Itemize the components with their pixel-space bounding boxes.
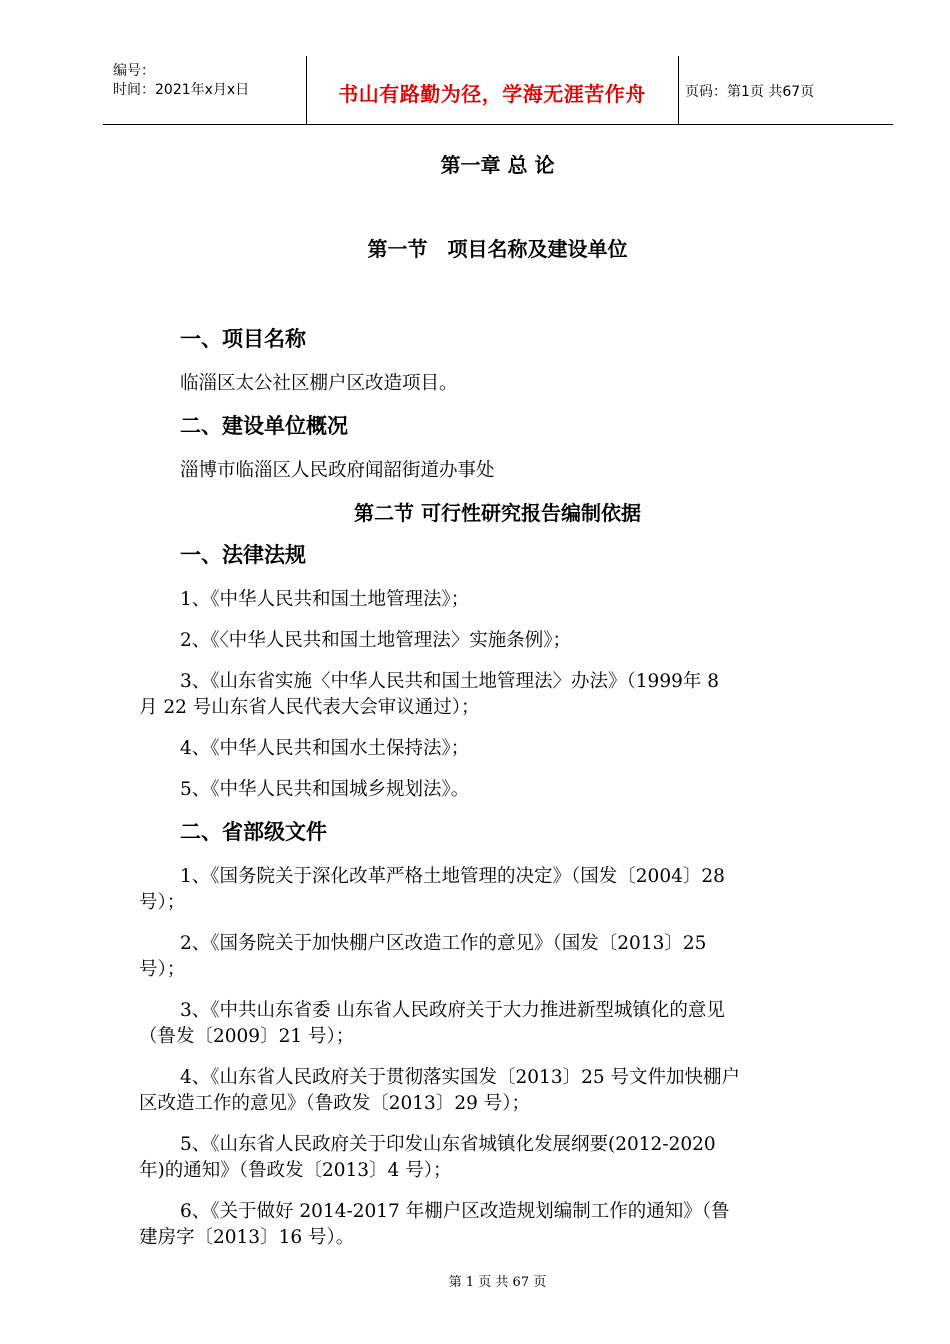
header-meta xyxy=(113,62,249,100)
heading-laws: 一、法律法规 xyxy=(180,543,306,567)
law-item: 1、《中华人民共和国土地管理法》； xyxy=(180,589,470,610)
project-name-text: 临淄区太公社区棚户区改造项目。 xyxy=(180,373,458,394)
doc-item-continued: 年)的通知》（鲁政发〔2013〕4 号）； xyxy=(139,1160,452,1181)
doc-item: 3、《中共山东省委 山东省人民政府关于大力推进新型城镇化的意见 xyxy=(180,1000,725,1021)
heading-builder: 二、建设单位概况 xyxy=(180,414,348,438)
doc-item-continued: 号）； xyxy=(139,959,186,980)
heading-docs: 二、省部级文件 xyxy=(180,820,327,844)
section1-title: 第一节 项目名称及建设单位 xyxy=(367,237,628,261)
doc-item: 5、《山东省人民政府关于印发山东省城镇化发展纲要(2012-2020 xyxy=(180,1134,716,1155)
header-divider xyxy=(678,56,679,124)
doc-item-continued: 号）； xyxy=(139,892,186,913)
law-item-continued: 月 22 号山东省人民代表大会审议通过）； xyxy=(139,697,480,718)
doc-item-continued: （鲁发〔2009〕21 号）； xyxy=(139,1026,355,1047)
doc-item: 6、《关于做好 2014-2017 年棚户区改造规划编制工作的通知》（鲁 xyxy=(180,1201,730,1222)
chapter-title: 第一章 总 论 xyxy=(440,153,555,177)
law-item: 3、《山东省实施〈中华人民共和国土地管理法〉办法》（1999年 8 xyxy=(180,671,720,692)
doc-item-continued: 区改造工作的意见》（鲁政发〔2013〕29 号）； xyxy=(139,1093,531,1114)
doc-item: 4、《山东省人民政府关于贯彻落实国发〔2013〕25 号文件加快棚户 xyxy=(180,1067,741,1088)
section2-title: 第二节 可行性研究报告编制依据 xyxy=(354,501,641,525)
doc-item-continued: 建房字〔2013〕16 号）。 xyxy=(139,1227,355,1248)
time-label: 时间：2021年x月x日 xyxy=(113,82,250,98)
heading-project-name: 一、项目名称 xyxy=(180,327,306,351)
page-footer: 第 1 页 共 67 页 xyxy=(448,1275,547,1290)
header-motto: 书山有路勤为径，学海无涯苦作舟 xyxy=(338,82,646,106)
doc-item: 1、《国务院关于深化改革严格土地管理的决定》（国发〔2004〕28 xyxy=(180,866,725,887)
law-item: 5、《中华人民共和国城乡规划法》。 xyxy=(180,779,470,800)
number-label: 编号： xyxy=(113,63,155,79)
builder-text: 淄博市临淄区人民政府闻韶街道办事处 xyxy=(180,460,495,481)
page-header xyxy=(103,56,893,125)
header-page-info: 页码：第1页 共67页 xyxy=(685,84,815,100)
law-item: 4、《中华人民共和国水土保持法》； xyxy=(180,738,470,759)
doc-item: 2、《国务院关于加快棚户区改造工作的意见》（国发〔2013〕25 xyxy=(180,933,707,954)
law-item: 2、《〈中华人民共和国土地管理法〉实施条例》； xyxy=(180,630,572,651)
